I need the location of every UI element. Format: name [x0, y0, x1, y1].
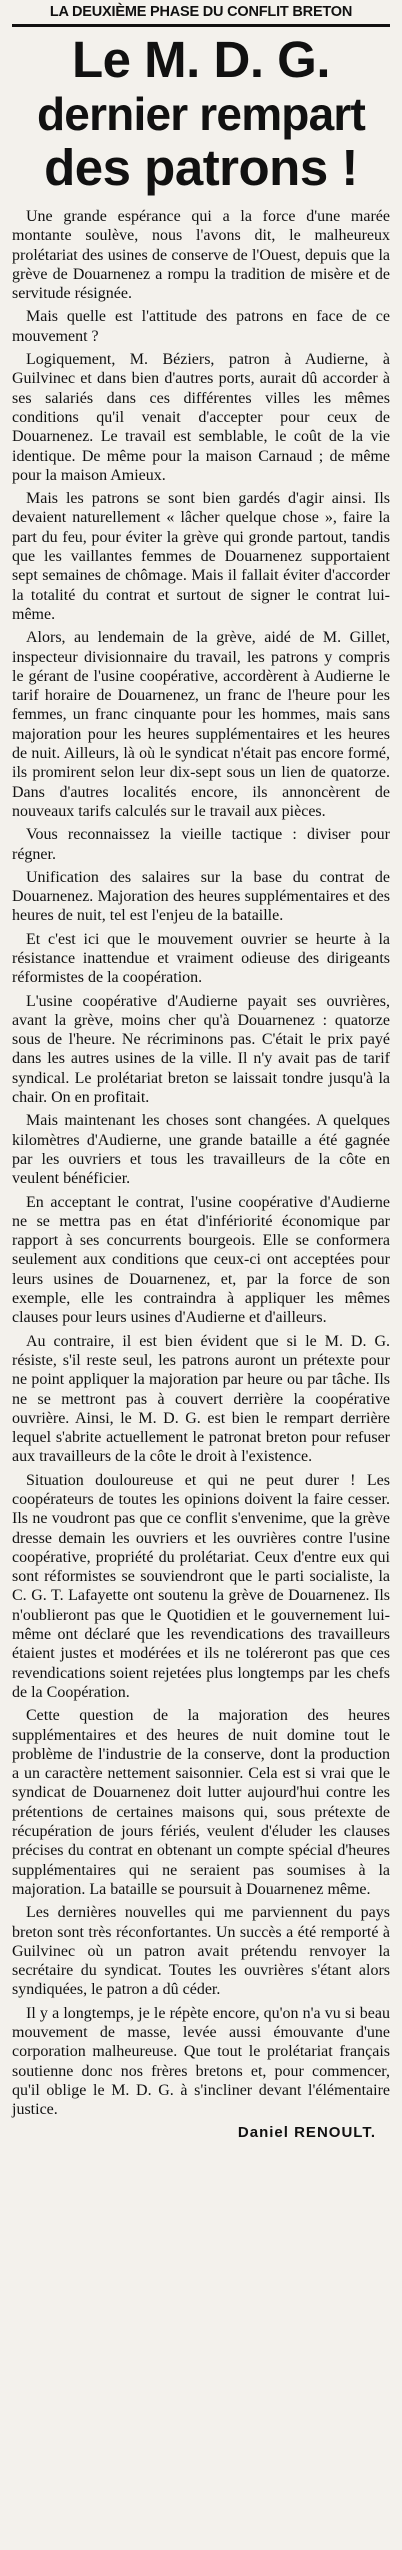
paragraph: Unification des salaires sur la base du contrat de Douarnenez. Majoration des heures supplémentaires et des heures de nuit, tel est l'enjeu de la bataille. — [12, 868, 390, 925]
paragraph: Il y a longtemps, je le répète encore, qu'on n'a vu si beau mouvement de masse, levée aussi émouvante d'une corporation malheureuse. Que tout le prolétariat français soutienne donc nos frères bretons et, pour commencer, qu'il oblige le M. D. G. à s'incliner devant l'élémentaire justice. — [12, 2004, 390, 2119]
paragraph: Les dernières nouvelles qui me parviennent du pays breton sont très réconfortantes. Un succès a été remporté à Guilvinec où un patron avait prétendu renvoyer la secrétaire du syndicat. Toutes les ouvrières s'étant alors syndiquées, le patron a dû céder. — [12, 1904, 390, 1999]
article-headline — [12, 33, 390, 195]
paragraph: Mais les patrons se sont bien gardés d'agir ainsi. Ils devaient naturellement « lâcher quelque chose », faire la part du feu, pour éviter la grève qui gronde partout, tandis que les vaillantes femmes de Douarnenez supportaient sept semaines de chômage. Mais il fallait éviter d'accorder la totalité du contrat et surtout de signer le contrat lui-même. — [12, 490, 390, 623]
paragraph: Vous reconnaissez la vieille tactique : diviser pour régner. — [12, 826, 390, 863]
paragraph: Alors, au lendemain de la grève, aidé de M. Gillet, inspecteur divisionnaire du travail, les patrons y compris le gérant de l'usine coopérative, accordèrent à Audierne le tarif horaire de Douarnenez, un franc de l'heure pour les femmes, un franc cinquante pour les hommes, mais sans majoration pour les heures supplémentaires et les heures de nuit. Ailleurs, là où le syndicat n'était pas encore formé, ils promirent selon leur dix-sept sous un lien de quatorze. Dans d'autres localités encore, ils annoncèrent de nouveaux tarifs calculés sur le travail aux pièces. — [12, 629, 390, 820]
paragraph: Une grande espérance qui a la force d'une marée montante soulève, nous l'avons dit, le malheureux prolétariat des usines de conserve de l'Ouest, depuis que la grève de Douarnenez a rompu la tradition de misère et de servitude résignée. — [12, 208, 390, 303]
paragraph: Et c'est ici que le mouvement ouvrier se heurte à la résistance inattendue et vraiment odieuse des dirigeants réformistes de la coopération. — [12, 930, 390, 987]
headline-line-2: dernier rempart — [36, 88, 365, 140]
paragraph: En acceptant le contrat, l'usine coopérative d'Audierne ne se mettra pas en état d'infériorité économique par rapport à ses concurrents bourgeois. Elle se conformera seulement aux conditions que ceux-ci ont acceptées pour leurs usines de Douarnenez, et, par la force de son exemple, elle les contraindra à appliquer les mêmes clauses pour leurs usines d'Audierne et d'ailleurs. — [12, 1193, 390, 1327]
headline-line-1: Le M. D. G. — [71, 31, 331, 88]
paragraph: L'usine coopérative d'Audierne payait ses ouvrières, avant la grève, moins cher qu'à Douarnenez : quatorze sous de l'heure. Ne récriminons pas. C'était le prix payé dans les autres usines de la ville. Il n'y avait pas de tarif syndical. Le prolétariat breton se laissait tondre jusqu'à la chair. On en profitait. — [12, 992, 390, 1107]
article-kicker: LA DEUXIÈME PHASE DU CONFLIT BRETON — [12, 0, 390, 27]
paragraph: Mais maintenant les choses sont changées. A quelques kilomètres d'Audierne, une grande bataille a été gagnée par les ouvriers et tous les travailleurs de la côte en veulent bénéficier. — [12, 1112, 390, 1188]
author-signature: Daniel RENOULT. — [237, 2123, 376, 2141]
paragraph: Mais quelle est l'attitude des patrons en face de ce mouvement ? — [12, 308, 390, 345]
headline-line-3: des patrons ! — [44, 139, 358, 196]
paragraph: Logiquement, M. Béziers, patron à Audierne, à Guilvinec et dans bien d'autres ports, aurait dû accorder à ses salariés dans ces différentes villes les mêmes conditions qu'il venait d'accepter pour ceux de Douarnenez. Le travail est semblable, le coût de la vie identique. De même pour la maison Carnaud ; de même pour la maison Amieux. — [12, 351, 390, 484]
article-body — [12, 207, 390, 2120]
paragraph: Cette question de la majoration des heures supplémentaires et des heures de nuit domine tout le problème de l'industrie de la conserve, dont la production a un caractère nettement saisonnier. Cela est si vrai que le syndicat de Douarnenez doit lutter aujourd'hui contre les prétentions de certaines maisons qui, sous prétexte de récupération de jours fériés, veulent d'éluder les clauses précises du contrat en obtenant un compte spécial d'heures supplémentaires qui ne seraient pas soumises à la majoration. La bataille se poursuit à Douarnenez même. — [12, 1707, 390, 1898]
paragraph: Situation douloureuse et qui ne peut durer ! Les coopérateurs de toutes les opinions doivent la faire cesser. Ils ne voudront pas que ce conflit s'envenime, que la grève dresse demain les ouvriers et les ouvrières contre l'usine coopérative, propriété du prolétariat. Ceux d'entre eux qui sont réformistes se souviendront que le parti socialiste, la C. G. T. Lafayette ont soutenu la grève de Douarnenez. Ils n'oublieront pas que le Quotidien et le gouvernement lui-même ont déclaré que les revendications des travailleurs étaient justes et modérées et ils ne toléreront pas que ces revendications soient rejetées plus longtemps par les chefs de la Coopération. — [12, 1471, 390, 1701]
paragraph: Au contraire, il est bien évident que si le M. D. G. résiste, s'il reste seul, les patrons auront un prétexte pour ne point appliquer la majoration par heure ou par tâche. Ils ne se mettront pas à couvert derrière la coopérative ouvrière. Ainsi, le M. D. G. est bien le rempart derrière lequel s'abrite actuellement le patronat breton pour refuser aux travailleurs de la côte le droit à l'existence. — [12, 1332, 390, 1466]
